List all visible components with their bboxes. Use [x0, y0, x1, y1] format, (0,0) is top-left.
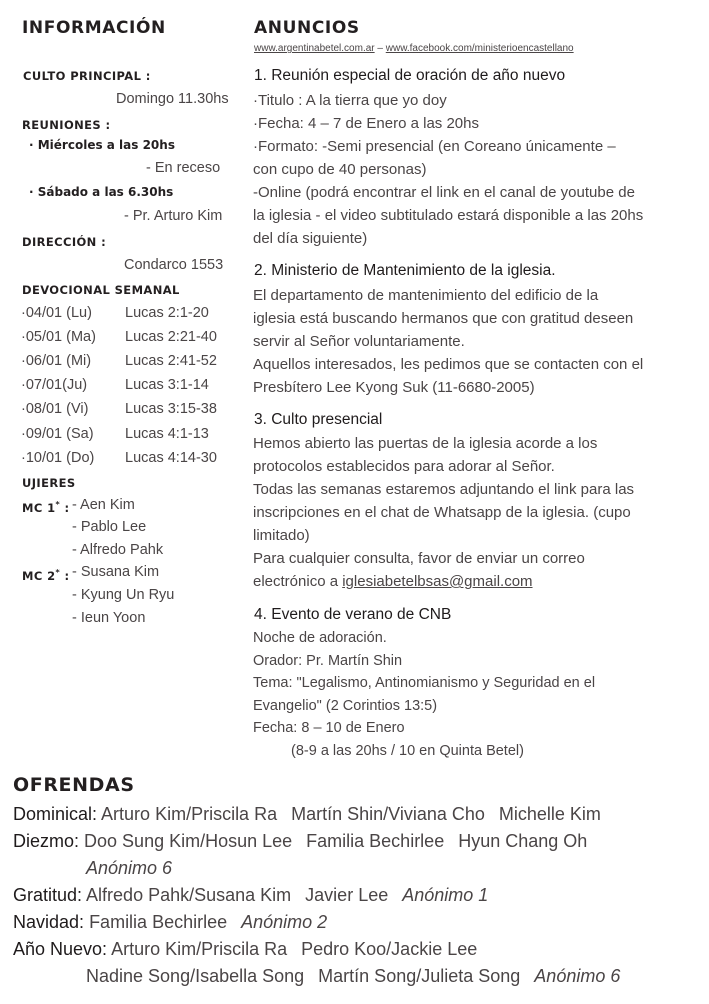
email-link[interactable]: iglesiabetelbsas@gmail.com [342, 573, 533, 590]
sec1-line: la iglesia - el video subtitulado estará disponible a las 20hs [253, 207, 644, 224]
mc2-member: - Ieun Yoon [72, 610, 146, 626]
ofrenda-gratitud-label: Gratitud: [13, 885, 83, 905]
link-separator: – [374, 43, 386, 54]
sec4-indent-line: (8-9 a las 20hs / 10 en Quinta Betel) [291, 742, 524, 759]
devocional-ref: Lucas 2:1-20 [125, 305, 209, 321]
sec3-body [253, 432, 634, 593]
ofrenda-name: Martín Song/Julieta Song [318, 966, 521, 986]
mc2-asterisk: * [55, 568, 61, 577]
ofrenda-name: Michelle Kim [498, 804, 601, 824]
sec4-line: Orador: Pr. Martín Shin [253, 652, 403, 669]
sec4-title: 4. Evento de verano de CNB [254, 606, 452, 623]
ofrendas-heading: OFRENDAS [13, 774, 135, 796]
sec4-line: Noche de adoración. [253, 630, 387, 646]
devocional-date: ·07/01(Ju) [21, 377, 88, 393]
mc1-member: - Pablo Lee [72, 519, 147, 535]
sec3-email-line [253, 570, 634, 593]
culto-label: CULTO PRINCIPAL : [23, 69, 151, 83]
facebook-link[interactable]: www.facebook.com/ministerioencastellano [385, 43, 574, 54]
sec3-line: Todas las semanas estaremos adjuntando el link para las [253, 481, 635, 498]
sec4-line: Evangelio" (2 Corintios 13:5) [253, 697, 438, 714]
sec1-line: del día siguiente) [253, 230, 368, 247]
ofrenda-name: Familia Bechirlee [306, 831, 445, 851]
devocional-ref: Lucas 3:15-38 [125, 401, 217, 417]
culto-value: Domingo 11.30hs [116, 91, 229, 107]
sec3-title: 3. Culto presencial [254, 411, 383, 428]
sec1-line: con cupo de 40 personas) [253, 161, 427, 178]
ofrenda-name: Javier Lee [305, 885, 389, 905]
devocional-label: DEVOCIONAL SEMANAL [22, 283, 180, 297]
mc2-member: - Susana Kim [72, 564, 160, 580]
reunion-sabado-label: · Sábado a las 6.30hs [29, 185, 174, 199]
devocional-date: ·04/01 (Lu) [21, 305, 92, 321]
sec2-line: servir al Señor voluntariamente. [253, 333, 465, 350]
ujieres-label: UJIERES [22, 476, 76, 490]
sec4-line: Tema: "Legalismo, Antinomianismo y Seguridad en el [253, 675, 596, 691]
devocional-ref: Lucas 2:21-40 [125, 329, 217, 345]
info-heading: INFORMACIÓN [22, 18, 166, 38]
reunion-miercoles-label: · Miércoles a las 20hs [29, 138, 175, 152]
ofrenda-name: Doo Sung Kim/Hosun Lee [84, 831, 293, 851]
ofrenda-anionuevo-row2 [86, 966, 620, 987]
sec1-line: -Online (podrá encontrar el link en el canal de youtube de [253, 184, 635, 201]
devocional-date: ·08/01 (Vi) [21, 401, 89, 417]
sec2-title: 2. Ministerio de Mantenimiento de la iglesia. [254, 262, 556, 279]
mc1-asterisk: * [55, 500, 61, 509]
sec1-line: ·Formato: -Semi presencial (en Coreano únicamente – [253, 138, 616, 155]
sec1-line: ·Fecha: 4 – 7 de Enero a las 20hs [253, 115, 479, 132]
ofrenda-name: Pedro Koo/Jackie Lee [301, 939, 478, 959]
mc1-member: - Alfredo Pahk [72, 542, 164, 558]
devocional-ref: Lucas 4:1-13 [125, 426, 209, 442]
ofrenda-diezmo-row [13, 831, 587, 852]
reunion-sabado-value: - Pr. Arturo Kim [124, 208, 223, 224]
sec3-email-prefix: electrónico a [253, 573, 343, 590]
devocional-ref: Lucas 3:1-14 [125, 377, 209, 393]
mc2-member: - Kyung Un Ryu [72, 587, 175, 603]
ofrenda-anon: Anónimo 6 [86, 858, 173, 878]
reunion-miercoles-value: - En receso [146, 160, 221, 176]
direccion-value: Condarco 1553 [124, 257, 224, 273]
ofrenda-name: Alfredo Pahk/Susana Kim [86, 885, 292, 905]
sec3-line: Para cualquier consulta, favor de enviar un correo [253, 550, 585, 567]
ofrenda-name: Familia Bechirlee [89, 912, 228, 932]
ofrenda-anon: Anónimo 1 [402, 885, 489, 905]
ofrenda-diezmo-label: Diezmo: [13, 831, 80, 851]
mc2-label-text: MC 2 [22, 568, 56, 583]
sec4-body [253, 627, 595, 762]
sec4-line: Fecha: 8 – 10 de Enero [253, 720, 405, 736]
ofrenda-name: Hyun Chang Oh [458, 831, 588, 851]
sec2-body [253, 284, 643, 399]
devocional-date: ·05/01 (Ma) [21, 329, 96, 345]
ofrenda-anionuevo-row [13, 939, 477, 960]
website-link[interactable]: www.argentinabetel.com.ar [254, 43, 375, 54]
sec3-line: protocolos establecidos para adorar al Señor. [253, 458, 555, 475]
ofrenda-name: Nadine Song/Isabella Song [86, 966, 305, 986]
mc1-label [22, 500, 70, 515]
sec2-line: Aquellos interesados, les pedimos que se contacten con el [253, 356, 644, 373]
mc2-label [22, 568, 70, 583]
ofrenda-gratitud-row [13, 885, 488, 906]
ofrenda-name: Arturo Kim/Priscila Ra [111, 939, 288, 959]
sec1-line: ·Titulo : A la tierra que yo doy [253, 92, 447, 109]
mc1-colon: : [64, 500, 70, 515]
ofrenda-anionuevo-label: Año Nuevo: [13, 939, 108, 959]
devocional-ref: Lucas 4:14-30 [125, 450, 217, 466]
sec2-line: Presbítero Lee Kyong Suk (11-6680-2005) [253, 379, 535, 396]
ofrenda-navidad-label: Navidad: [13, 912, 85, 932]
ofrenda-navidad-row [13, 912, 327, 933]
sec3-line: inscripciones en el chat de Whatsapp de la iglesia. (cupo [253, 504, 631, 521]
devocional-date: ·09/01 (Sa) [21, 426, 94, 442]
links-line [254, 43, 574, 54]
sec3-line: Hemos abierto las puertas de la iglesia acorde a los [253, 435, 598, 452]
ofrenda-name: Martín Shin/Viviana Cho [291, 804, 485, 824]
ofrenda-anon: Anónimo 2 [241, 912, 328, 932]
devocional-ref: Lucas 2:41-52 [125, 353, 217, 369]
ofrenda-dominical-label: Dominical: [13, 804, 98, 824]
ofrenda-name: Arturo Kim/Priscila Ra [101, 804, 278, 824]
devocional-date: ·06/01 (Mi) [21, 353, 92, 369]
ofrenda-dominical-row [13, 804, 601, 825]
sec2-line: iglesia está buscando hermanos que con gratitud deseen [253, 310, 634, 327]
sec2-line: El departamento de mantenimiento del edificio de la [253, 287, 599, 304]
reuniones-label: REUNIONES : [22, 118, 111, 132]
mc2-colon: : [64, 568, 70, 583]
ofrenda-anon: Anónimo 6 [534, 966, 621, 986]
anuncios-heading: ANUNCIOS [254, 18, 360, 38]
sec1-body [253, 89, 643, 250]
mc1-member: - Aen Kim [72, 497, 135, 513]
devocional-date: ·10/01 (Do) [21, 450, 95, 466]
direccion-label: DIRECCIÓN : [22, 235, 107, 249]
sec3-line: limitado) [253, 527, 310, 544]
mc1-label-text: MC 1 [22, 500, 56, 515]
ofrenda-diezmo-row2 [86, 858, 172, 879]
sec1-title: 1. Reunión especial de oración de año nuevo [254, 67, 566, 84]
